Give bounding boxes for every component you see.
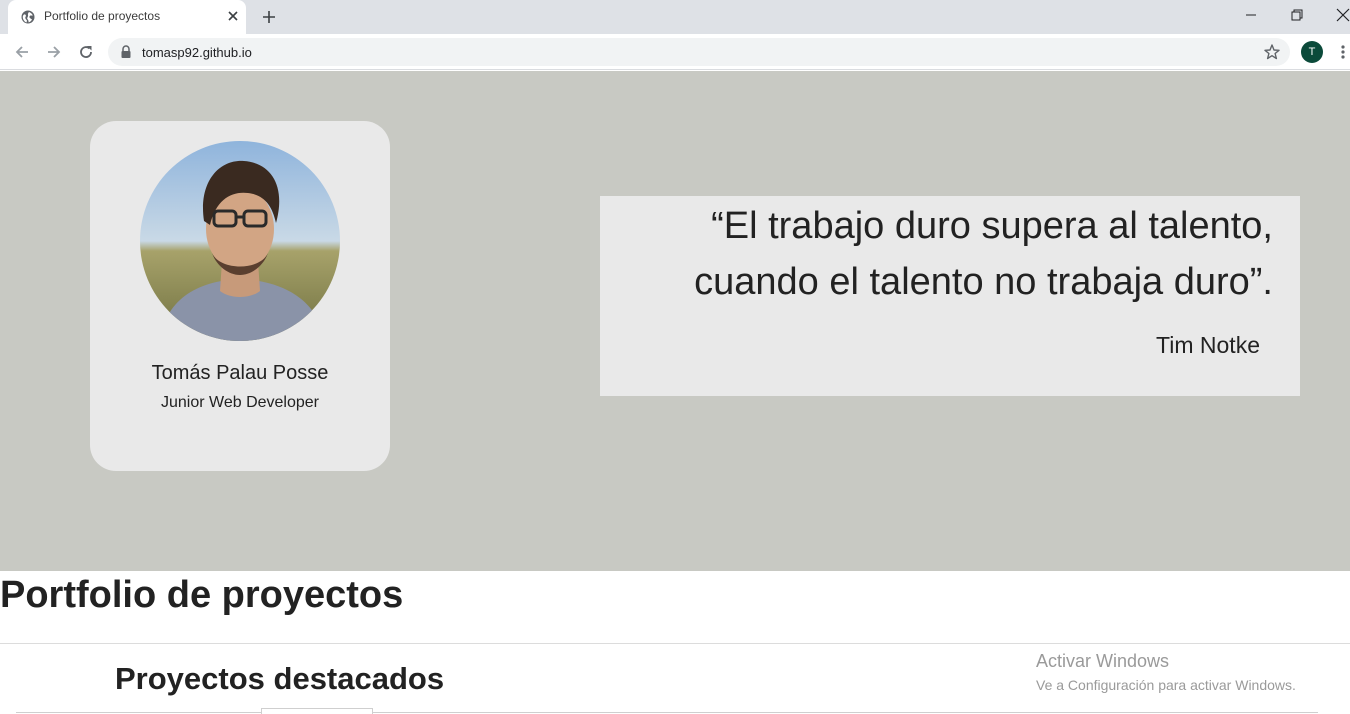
forward-arrow-icon[interactable] [44, 42, 64, 62]
divider [0, 643, 1350, 644]
hero-section [0, 71, 1350, 571]
browser-tab[interactable] [8, 0, 246, 34]
tab-title: Portfolio de proyectos [44, 9, 161, 23]
address-bar[interactable] [108, 38, 1290, 66]
profile-role: Junior Web Developer [160, 394, 319, 411]
project-tab[interactable] [261, 708, 373, 714]
globe-icon [21, 10, 35, 24]
profile-avatar[interactable]: T [1301, 41, 1323, 63]
reload-icon[interactable] [76, 42, 96, 62]
lock-icon[interactable] [120, 45, 132, 59]
quote-box [600, 196, 1300, 396]
browser-tab-strip [0, 0, 1350, 34]
close-icon[interactable] [224, 7, 242, 25]
quote-author: Tim Notke [1156, 332, 1260, 358]
featured-projects-title: Proyectos destacados [115, 661, 445, 696]
url-text[interactable]: tomasp92.github.io [142, 45, 252, 60]
profile-name: Tomás Palau Posse [151, 362, 329, 384]
quote-line-2: cuando el talento no trabaja duro”. [694, 261, 1273, 303]
restore-icon[interactable] [1288, 6, 1306, 24]
page-title: Portfolio de proyectos [0, 574, 404, 616]
windows-watermark-subtitle: Ve a Configuración para activar Windows. [1036, 677, 1296, 693]
close-window-icon[interactable] [1334, 6, 1350, 24]
profile-card [90, 121, 390, 471]
minimize-icon[interactable] [1242, 6, 1260, 24]
quote-line-1: “El trabajo duro supera al talento, [711, 205, 1273, 247]
windows-watermark-title: Activar Windows [1036, 651, 1170, 671]
quote-text [593, 198, 1273, 310]
browser-toolbar [0, 34, 1350, 70]
star-icon[interactable] [1263, 43, 1281, 61]
back-arrow-icon[interactable] [12, 42, 32, 62]
more-vertical-icon[interactable] [1337, 43, 1349, 61]
divider [16, 712, 1318, 713]
profile-photo [140, 141, 340, 341]
plus-icon[interactable] [260, 8, 278, 26]
